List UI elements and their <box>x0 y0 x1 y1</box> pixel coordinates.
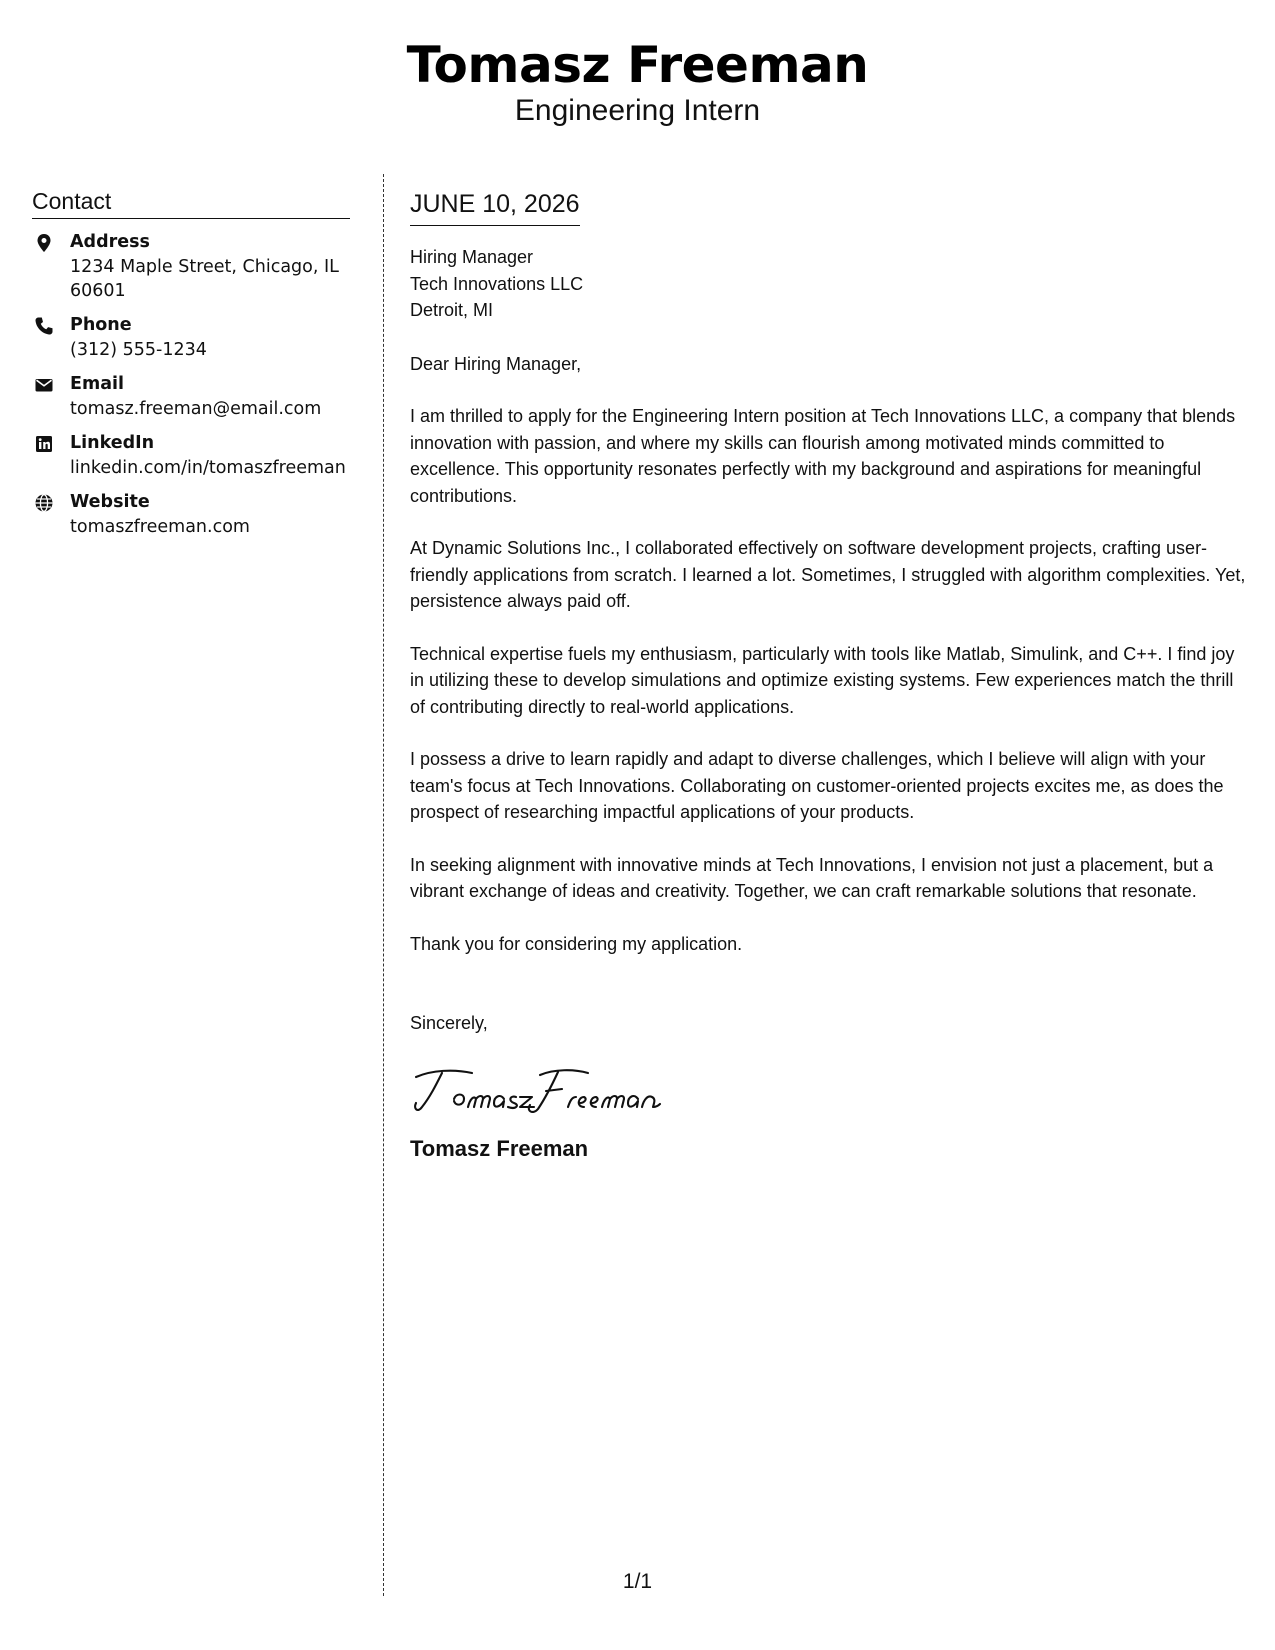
letter-date: JUNE 10, 2026 <box>410 186 580 226</box>
phone-icon <box>34 316 54 336</box>
website-value[interactable]: tomaszfreeman.com <box>70 517 250 537</box>
page-number: 1/1 <box>622 1570 653 1593</box>
recipient-line: Hiring Manager <box>410 247 534 267</box>
letter-body <box>410 186 1250 1163</box>
phone-value[interactable]: (312) 555-1234 <box>70 340 207 360</box>
linkedin-value[interactable]: linkedin.com/in/tomaszfreeman <box>70 458 346 478</box>
letter-paragraph: I am thrilled to apply for the Engineering Intern position at Tech Innovations LLC, a company that blends innovation with passion, and where my skills can flourish among motivated minds committed to excellence. This opportunity resonates perfectly with my background and aspirations for meaningful contributions. <box>410 406 1236 506</box>
contact-label: Website <box>70 492 150 512</box>
contact-sidebar <box>32 186 350 549</box>
linkedin-icon <box>34 434 54 454</box>
contact-item-website <box>32 490 350 539</box>
letter-paragraph: Thank you for considering my application. <box>410 933 743 954</box>
address-value: 1234 Maple Street, Chicago, IL 60601 <box>70 257 339 301</box>
globe-icon <box>34 493 54 513</box>
contact-label: LinkedIn <box>70 433 155 453</box>
contact-item-address <box>32 230 350 303</box>
recipient-line: Detroit, MI <box>410 300 494 320</box>
email-value[interactable]: tomasz.freeman@email.com <box>70 399 322 419</box>
contact-label: Phone <box>70 315 132 335</box>
contact-list <box>32 230 350 539</box>
column-divider <box>383 174 384 1596</box>
letter-paragraph: I possess a drive to learn rapidly and adapt to diverse challenges, which I believe will align with your team's focus at Tech Innovations. Collaborating on customer-oriented projects excites me, as does the prospect of researching impactful applications of your products. <box>410 749 1224 822</box>
contact-item-linkedin <box>32 431 350 480</box>
salutation: Dear Hiring Manager, <box>410 353 582 374</box>
closing: Sincerely, <box>410 1013 488 1033</box>
envelope-icon <box>34 375 54 395</box>
contact-label: Address <box>70 232 150 252</box>
letter-paragraph: At Dynamic Solutions Inc., I collaborated effectively on software development projects, crafting user-friendly applications from scratch. I learned a lot. Sometimes, I struggled with algorithm complexities. Yet, persistence always paid off. <box>410 538 1246 611</box>
applicant-role: Engineering Intern <box>514 94 761 127</box>
applicant-name: Tomasz Freeman <box>406 36 869 94</box>
letter-paragraph: Technical expertise fuels my enthusiasm, particularly with tools like Matlab, Simulink, and C++. I find joy in utilizing these to develop simulations and optimize existing systems. Few experiences match the thrill of contributing directly to real-world applications. <box>410 643 1235 717</box>
contact-item-phone <box>32 313 350 362</box>
map-pin-icon <box>34 233 54 253</box>
contact-label: Email <box>70 374 124 394</box>
recipient-line: Tech Innovations LLC <box>410 273 584 294</box>
letter-header <box>0 34 1275 128</box>
contact-heading: Contact <box>32 186 350 219</box>
handwritten-signature <box>412 1063 662 1117</box>
signer-name: Tomasz Freeman <box>410 1135 589 1161</box>
contact-item-email <box>32 372 350 421</box>
recipient-block <box>410 244 1250 324</box>
letter-paragraph: In seeking alignment with innovative minds at Tech Innovations, I envision not just a placement, but a vibrant exchange of ideas and creativity. Together, we can craft remarkable solutions that resonate. <box>410 854 1214 901</box>
